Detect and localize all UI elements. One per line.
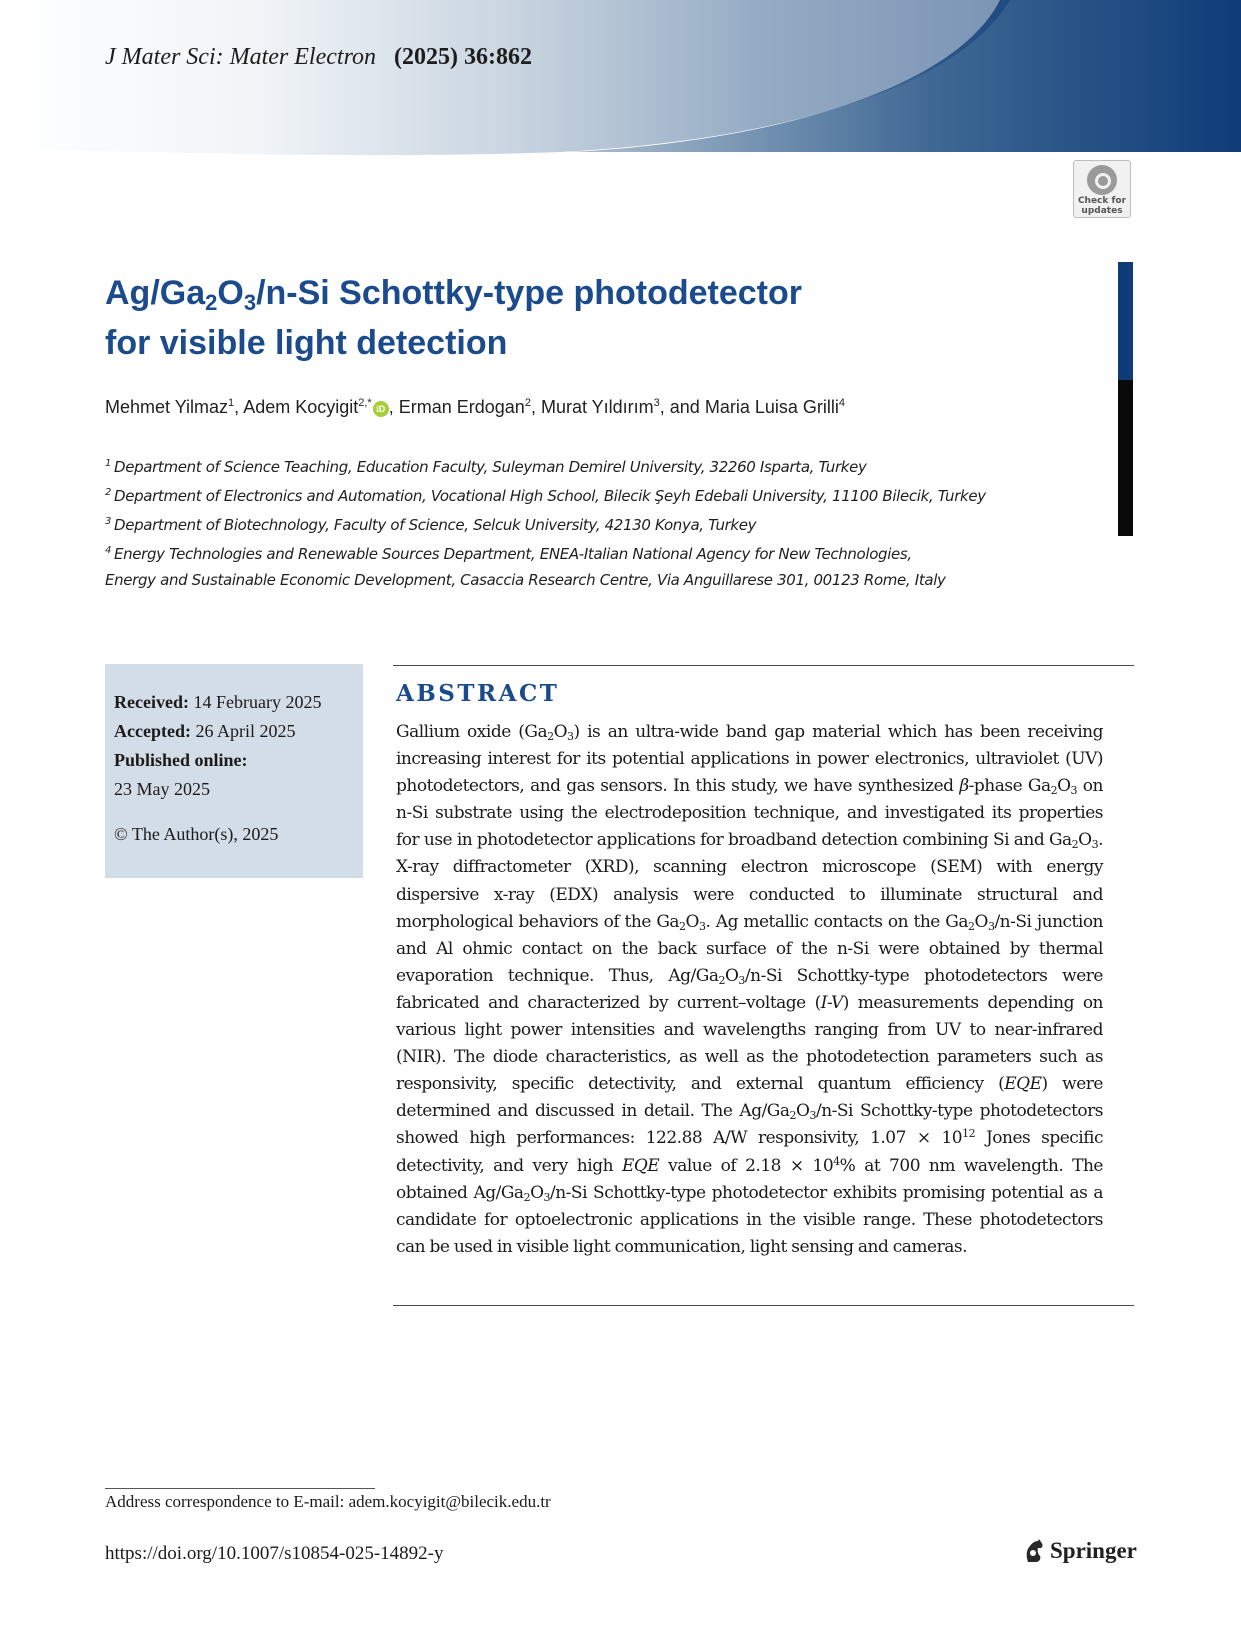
abstract-heading: ABSTRACT [396,680,560,707]
abstract-text: Gallium oxide $(Ga_2O_3)$ is an ultra-wide band gap material which has been receiving increasing interest for its potential applications in power electronics, ultraviolet (UV) photodetectors, and gas sensors. In this study, we have synthesized β-phase $Ga_2O_3$ on n-Si substrate using the electrodeposition technique, and investigated its properties for use in photodetector applications for broadband detection combining Si and $Ga_2O_3$. X-ray diffractometer (XRD), scanning electron microscope (SEM) with energy dispersive x-ray (EDX) analysis were conducted to illuminate structural and morphological behaviors of the $Ga_2O_3$. Ag metallic contacts on the $Ga_2O_3/n-Si$ junction and Al ohmic contact on the back surface of the n-Si were obtained by thermal evaporation technique. Thus, $Ag/Ga_2O_3/n-Si$ Schottky-type photodetectors were fabricated and characterized by current–voltage (I-V) measurements depending on various light power intensities and wavelengths ranging from UV to near-infrared (NIR). The diode characteristics, as well as the photodetection parameters such as responsivity, specific detectivity, and external quantum efficiency (EQE) were determined and discussed in detail. The $Ag/Ga_2O_3/n-Si$ Schottky-type photodetectors showed high performances: 122.88 A/W responsivity, $1.07 \times 10^{12}$ Jones specific detectivity, and very high EQE value of $2.18 \times 10^4\%$ at 700 nm wavelength. The obtained $Ag/Ga_2O_3/n-Si$ Schottky-type photodetector exhibits promising potential as a candidate for optoelectronic applications in the visible range. These photodetectors can be used in visible light communication, light sensing and cameras. [396,722,1104,1257]
abstract-top-divider [393,665,1134,666]
author-name[interactable]: Murat Yıldırım [540,397,654,417]
abstract-bottom-divider [393,1305,1134,1306]
article-title: $Ag/Ga_2O_3/n-Si$ Schottky-type photodetector for visible light detection [105,274,802,362]
author-name[interactable]: Erman Erdogan [398,397,525,417]
header-banner [0,0,1241,160]
affiliation-item: $^2$ Department of Electronics and Automation, Vocational High School, Bilecik Şeyh Edebali University, 11100 Bilecik, Turkey [105,487,986,505]
accepted-date: Accepted: 26 April 2025 [114,721,296,741]
side-accent-bar-black [1118,380,1133,536]
springer-logo [1022,1538,1137,1564]
journal-citation [105,44,532,71]
author-name[interactable]: Adem Kocyigit [243,397,359,417]
side-accent-bar-blue [1118,262,1133,380]
published-label: Published online: [114,750,248,770]
journal-volume: (2025) 36:862 [394,44,533,70]
journal-name: J Mater Sci: Mater Electron [105,44,377,70]
check-for-updates-badge[interactable] [1073,160,1131,218]
received-date: Received: 14 February 2025 [114,692,322,712]
copyright: © The Author(s), 2025 [114,824,279,844]
published-date: 23 May 2025 [114,779,210,799]
doi-link[interactable]: https://doi.org/10.1007/s10854-025-14892-y [105,1543,444,1564]
orcid-icon[interactable]: iD [373,401,389,417]
affiliation-item-continued: Energy and Sustainable Economic Development, Casaccia Research Centre, Via Anguillarese 301, 00123 Rome, Italy [105,571,946,589]
check-updates-label: Check for updates [1077,196,1127,216]
author-name[interactable]: Mehmet Yilmaz [105,397,229,417]
affiliation-item: $^3$ Department of Biotechnology, Faculty of Science, Selcuk University, 42130 Konya, Turkey [105,516,757,534]
correspondence-footnote: Address correspondence to E-mail: adem.kocyigit@bilecik.edu.tr [105,1492,551,1511]
affiliation-item: $^1$ Department of Science Teaching, Education Faculty, Suleyman Demirel University, 32260 Isparta, Turkey [105,458,867,476]
footnote-divider [105,1488,375,1489]
publication-dates-box [105,664,363,878]
affiliation-list [105,451,1065,593]
author-name[interactable]: Maria Luisa Grilli [704,397,839,417]
check-updates-icon [1087,165,1117,195]
affiliation-item: $^4$ Energy Technologies and Renewable Sources Department, ENEA-Italian National Agency for New Technologies, [105,545,912,563]
publisher-name: Springer [1050,1538,1137,1563]
author-list: Mehmet Yilmaz$^1$, Adem Kocyigit$^{2,*}$ iD , Erman Erdogan$^2$, Murat Yıldırım$^3$, and Maria Luisa Grilli$^4$ [105,397,845,417]
springer-horse-icon [1022,1538,1046,1564]
